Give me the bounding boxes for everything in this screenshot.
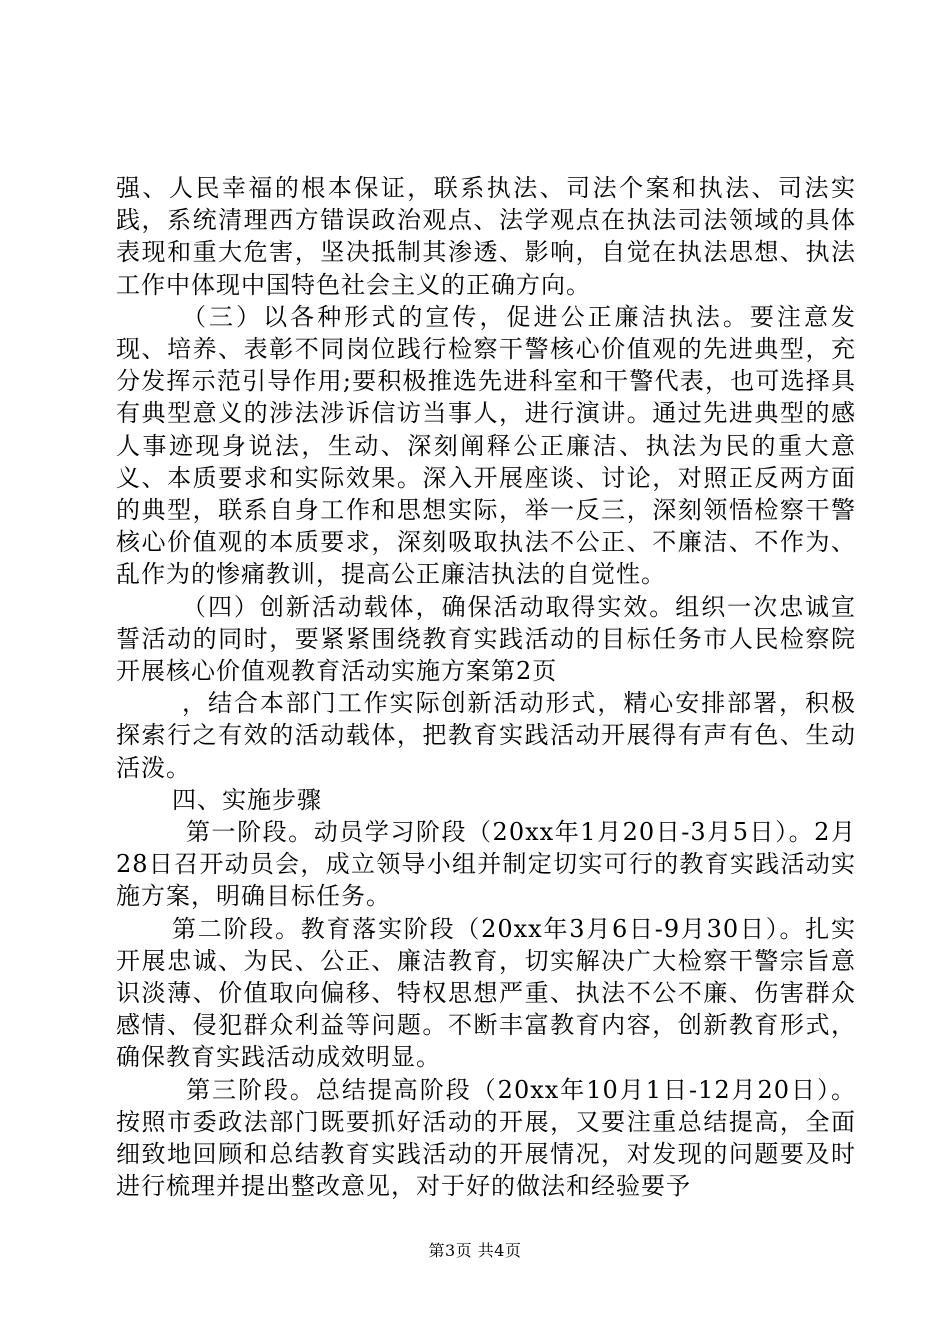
page-footer: 第3页 共4页 (428, 1241, 522, 1260)
paragraph-section-three: （三）以各种形式的宣传，促进公正廉洁执法。要注意发现、培养、表彰不同岗位践行检察干警核心价值观的先进典型，充分发挥示范引导作用;要积极推选先进科室和干警代表，也可选择具有典型意义的涉法涉诉信访当事人，进行演讲。通过先进典型的感人事迹现身说法，生动、深刻阐释公正廉洁、执法为民的重大意义、本质要求和实际效果。深入开展座谈、讨论，对照正反两方面的典型，联系自身工作和思想实际，举一反三，深刻领悟检察干警核心价值观的本质要求，深刻吸取执法不公正、不廉洁、不作为、乱作为的惨痛教训，提高公正廉洁执法的自觉性。 (116, 302, 856, 589)
paragraph-section-four-continued: ，结合本部门工作实际创新活动形式，精心安排部署，积极探索行之有效的活动载体，把教育实践活动开展得有声有色、生动活泼。 (116, 689, 856, 782)
paragraph-phase-two: 第二阶段。教育落实阶段（20xx年3月6日-9月30日）。扎实开展忠诚、为民、公正、廉洁教育，切实解决广大检察干警宗旨意识淡薄、价值取向偏移、特权思想严重、执法不公不廉、伤害群众感情、侵犯群众利益等问题。不断丰富教育内容，创新教育形式，确保教育实践活动成效明显。 (116, 914, 856, 1072)
paragraph-phase-three: 第三阶段。总结提高阶段（20xx年10月1日-12月20日）。按照市委政法部门既要抓好活动的开展，又要注重总结提高，全面细致地回顾和总结教育实践活动的开展情况，对发现的问题要及时进行梳理并提出整改意见，对于好的做法和经验要予 (116, 1075, 856, 1201)
heading-implementation-steps: 四、实施步骤 (172, 785, 322, 814)
paragraph-continuation: 强、人民幸福的根本保证，联系执法、司法个案和执法、司法实践，系统清理西方错误政治观点、法学观点在执法司法领域的具体表现和重大危害，坚决抵制其渗透、影响，自觉在执法思想、执法工作中体现中国特色社会主义的正确方向。 (116, 174, 856, 299)
paragraph-section-four: （四）创新活动载体，确保活动取得实效。组织一次忠诚宣誓活动的同时，要紧紧围绕教育实践活动的目标任务市人民检察院开展核心价值观教育活动实施方案第2页 (116, 592, 856, 686)
paragraph-phase-one: 第一阶段。动员学习阶段（20xx年1月20日-3月5日）。2月28日召开动员会，成立领导小组并制定切实可行的教育实践活动实施方案，明确目标任务。 (116, 818, 856, 911)
document-body (116, 172, 856, 1203)
